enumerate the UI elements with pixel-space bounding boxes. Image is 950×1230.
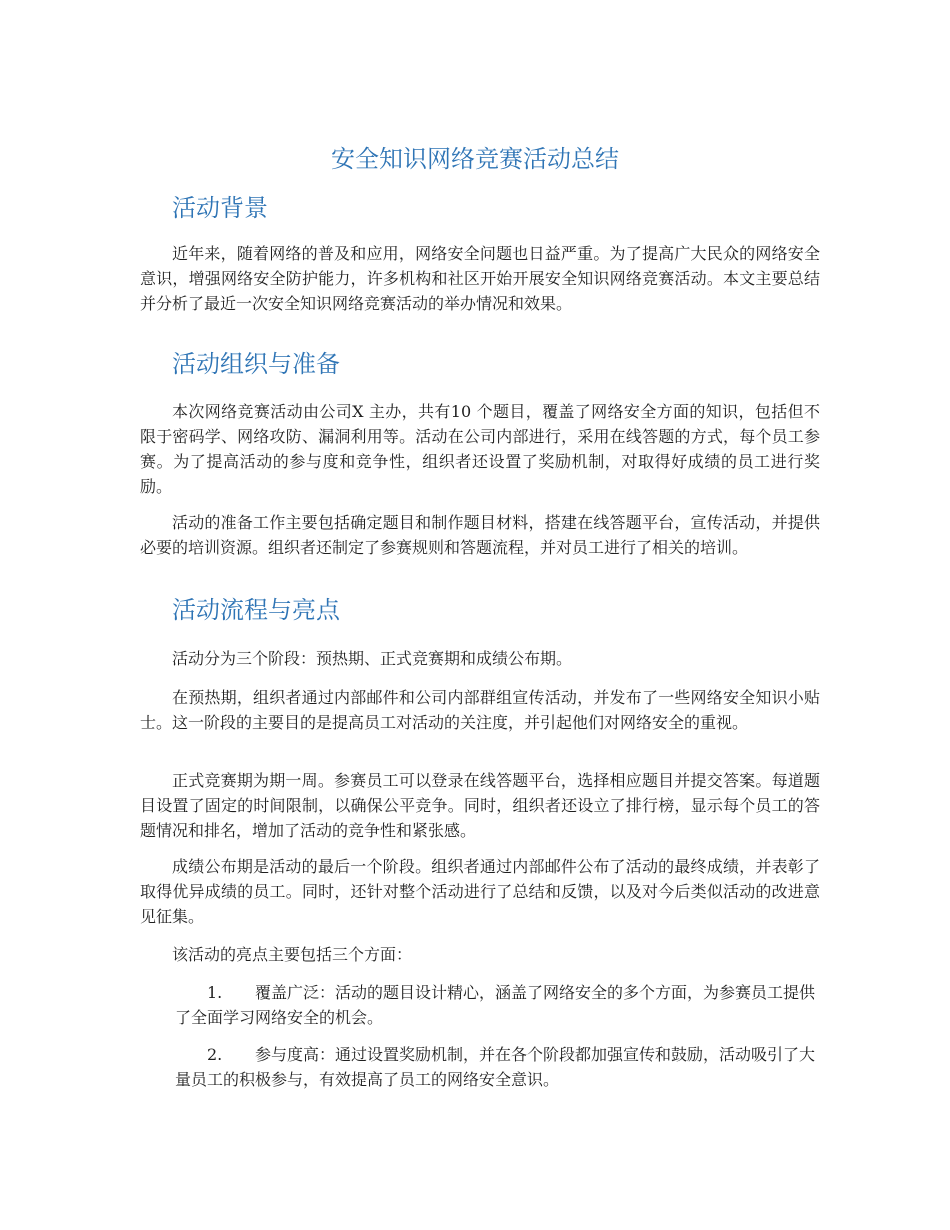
section-heading-organization: 活动组织与准备	[172, 350, 340, 378]
list-text: 覆盖广泛：活动的题目设计精心，涵盖了网络安全的多个方面，为参赛员工提供了全面学习网络安全的机会。	[175, 983, 816, 1027]
paragraph-background: 近年来，随着网络的普及和应用，网络安全问题也日益严重。为了提高广大民众的网络安全意识，增强网络安全防护能力，许多机构和社区开始开展安全知识网络竞赛活动。本文主要总结并分析了最近一次安全知识网络竞赛活动的举办情况和效果。	[140, 244, 820, 313]
section-heading-background: 活动背景	[172, 194, 268, 222]
paragraph-organization: 本次网络竞赛活动由公司X 主办，共有10 个题目，覆盖了网络安全方面的知识，包括但不限于密码学、网络攻防、漏洞利用等。活动在公司内部进行，采用在线答题的方式，每个员工参赛。为了提高活动的参与度和竞争性，组织者还设置了奖励机制，对取得好成绩的员工进行奖励。	[140, 402, 820, 496]
list-item	[175, 980, 815, 1030]
paragraph-warmup: 在预热期，组织者通过内部邮件和公司内部群组宣传活动，并发布了一些网络安全知识小贴士。这一阶段的主要目的是提高员工对活动的关注度，并引起他们对网络安全的重视。	[140, 688, 820, 732]
document-title: 安全知识网络竞赛活动总结	[331, 145, 619, 173]
list-number: 2.	[207, 1045, 223, 1064]
paragraph-preparation: 活动的准备工作主要包括确定题目和制作题目材料，搭建在线答题平台，宣传活动，并提供必要的培训资源。组织者还制定了参赛规则和答题流程，并对员工进行了相关的培训。	[140, 513, 820, 557]
paragraph-phases: 活动分为三个阶段：预热期、正式竞赛期和成绩公布期。	[172, 649, 573, 668]
paragraph-results: 成绩公布期是活动的最后一个阶段。组织者通过内部邮件公布了活动的最终成绩，并表彰了取得优异成绩的员工。同时，还针对整个活动进行了总结和反馈，以及对今后类似活动的改进意见征集。	[140, 857, 820, 926]
paragraph-competition: 正式竞赛期为期一周。参赛员工可以登录在线答题平台，选择相应题目并提交答案。每道题目设置了固定的时间限制，以确保公平竞争。同时，组织者还设立了排行榜，显示每个员工的答题情况和排名，增加了活动的竞争性和紧张感。	[140, 771, 820, 840]
list-text: 参与度高：通过设置奖励机制，并在各个阶段都加强宣传和鼓励，活动吸引了大量员工的积极参与，有效提高了员工的网络安全意识。	[175, 1045, 816, 1089]
list-item	[175, 1042, 815, 1092]
section-heading-process: 活动流程与亮点	[172, 596, 340, 624]
list-number: 1.	[207, 983, 223, 1002]
paragraph-highlights-intro: 该活动的亮点主要包括三个方面：	[172, 945, 413, 964]
